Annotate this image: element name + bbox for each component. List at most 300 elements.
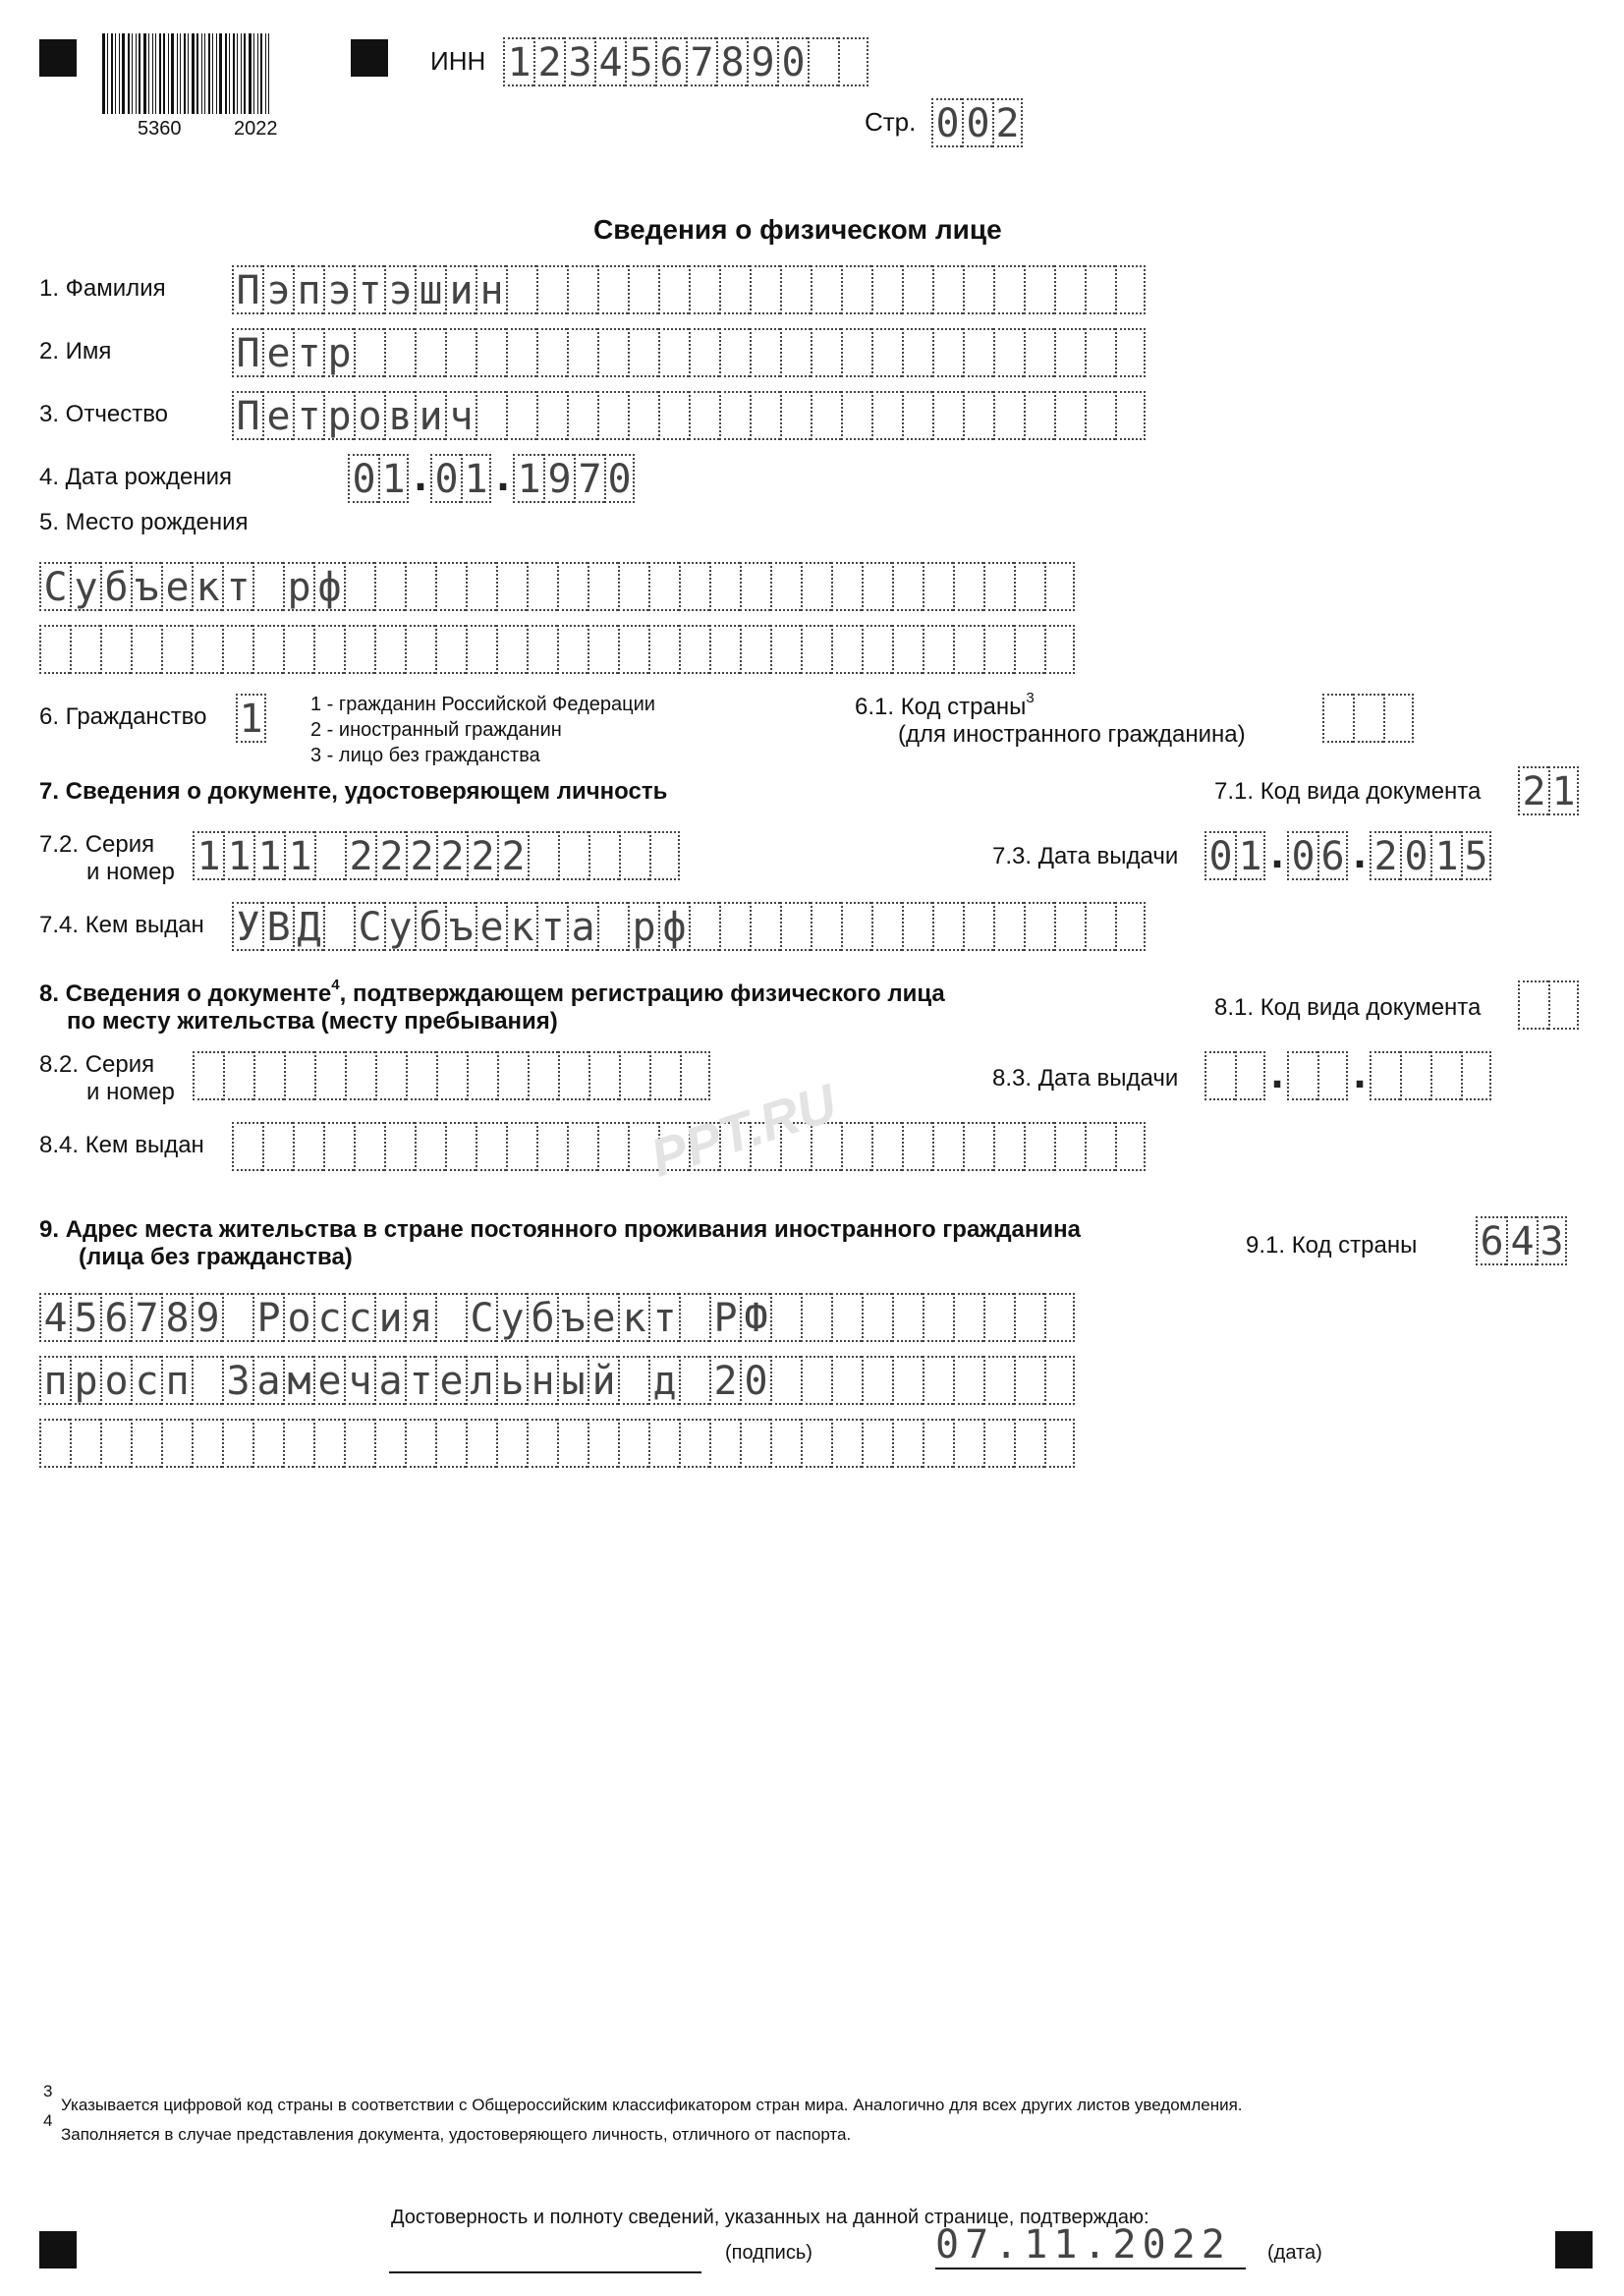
char-cell: к (192, 562, 222, 611)
char-cell (963, 265, 993, 314)
barcode-bar (152, 33, 153, 114)
char-cell (953, 1293, 983, 1342)
char-cell (932, 1122, 963, 1171)
char-cell (831, 1419, 862, 1468)
char-cell: 2 (467, 831, 497, 880)
date-separator: . (1348, 832, 1372, 877)
char-cell (496, 625, 527, 674)
char-cell (222, 625, 252, 674)
char-cell: л (466, 1356, 496, 1405)
page-label: Стр. (865, 107, 917, 137)
char-cell (902, 391, 932, 440)
char-cell: П (232, 265, 262, 314)
char-cell: 9 (543, 454, 574, 503)
char-cell (588, 1419, 618, 1468)
signature-line[interactable] (389, 2232, 701, 2273)
char-cell (993, 391, 1024, 440)
char-cell (597, 391, 628, 440)
char-cell (1014, 1293, 1044, 1342)
char-cell (953, 1419, 983, 1468)
char-cell (1014, 625, 1044, 674)
char-cell (161, 625, 192, 674)
char-cell (923, 1419, 953, 1468)
char-cell (192, 1356, 222, 1405)
char-cell (932, 902, 963, 951)
char-cell: 4 (39, 1293, 70, 1342)
id-series-field[interactable] (193, 831, 680, 880)
char-cell: 1 (236, 694, 266, 743)
char-cell (983, 1293, 1014, 1342)
char-cell (374, 1419, 405, 1468)
barcode-bar (188, 33, 189, 114)
char-cell: у (496, 1293, 527, 1342)
reg-issue-date-label: 8.3. Дата выдачи (992, 1065, 1179, 1092)
char-cell (193, 1051, 223, 1100)
char-cell: 2 (406, 831, 436, 880)
char-cell: т (293, 328, 323, 377)
char-cell (1085, 265, 1115, 314)
char-cell (801, 562, 831, 611)
char-cell (476, 1122, 506, 1171)
char-cell: 1 (461, 454, 491, 503)
char-cell (871, 1122, 902, 1171)
barcode-bar (208, 33, 210, 114)
date-separator: . (491, 455, 516, 500)
id-series-label-2: и номер (86, 859, 175, 885)
reg-doc-type-field[interactable] (1518, 980, 1579, 1030)
footnote-3-number: 3 (43, 2082, 53, 2100)
char-cell (445, 1122, 476, 1171)
watermark: PPT.RU (644, 1073, 844, 1189)
char-cell: 2 (1370, 831, 1400, 880)
char-cell (131, 625, 161, 674)
char-cell: 0 (430, 454, 461, 503)
char-cell (892, 625, 923, 674)
char-cell (1054, 265, 1085, 314)
id-issued-by-label: 7.4. Кем выдан (39, 912, 204, 938)
char-cell: 3 (564, 37, 594, 86)
char-cell (476, 328, 506, 377)
char-cell: Р (709, 1293, 740, 1342)
char-cell (923, 562, 953, 611)
date-part (513, 454, 635, 503)
patronymic-field[interactable] (232, 391, 1146, 440)
char-cell (506, 391, 536, 440)
char-cell (689, 902, 719, 951)
char-cell (1235, 1051, 1265, 1100)
char-cell: 1 (1430, 831, 1461, 880)
char-cell: т (293, 391, 323, 440)
char-cell (506, 265, 536, 314)
char-cell (567, 1122, 597, 1171)
char-cell: С (466, 1293, 496, 1342)
char-cell (406, 1051, 436, 1100)
char-cell (831, 562, 862, 611)
date-part (1370, 1051, 1491, 1100)
char-cell (222, 1419, 252, 1468)
char-cell (384, 1122, 415, 1171)
char-cell (558, 1051, 588, 1100)
citizenship-option-3: 3 - лицо без гражданства (310, 745, 540, 766)
barcode-bar (119, 33, 120, 114)
char-cell (628, 265, 658, 314)
char-cell (862, 1356, 892, 1405)
signature-date-value[interactable]: 07.11.2022 (935, 2222, 1231, 2268)
barcode-bar (155, 33, 156, 114)
birthplace-label: 5. Место рождения (39, 509, 249, 535)
char-cell (750, 902, 780, 951)
char-cell (831, 625, 862, 674)
barcode-bar (136, 33, 137, 114)
reg-issue-date-field[interactable] (1204, 1051, 1491, 1100)
citizenship-field[interactable] (236, 694, 266, 743)
char-cell: 2 (709, 1356, 740, 1405)
char-cell (567, 391, 597, 440)
surname-label: 1. Фамилия (39, 275, 166, 302)
char-cell (1054, 1122, 1085, 1171)
char-cell (719, 265, 750, 314)
char-cell (466, 1419, 496, 1468)
char-cell (811, 265, 841, 314)
char-cell: т (354, 265, 384, 314)
char-cell (344, 562, 374, 611)
char-cell (1370, 1051, 1400, 1100)
barcode-bar (253, 33, 254, 114)
barcode-bar (201, 33, 202, 114)
char-cell: п (39, 1356, 70, 1405)
char-cell: 0 (348, 454, 378, 503)
char-cell (709, 1419, 740, 1468)
barcode-bar (196, 33, 198, 114)
char-cell (750, 391, 780, 440)
char-cell (528, 831, 558, 880)
char-cell (1024, 1122, 1054, 1171)
char-cell (770, 1356, 801, 1405)
birthplace-field-line1[interactable] (39, 562, 1075, 611)
corner-marker-bottom-right (1555, 2231, 1593, 2268)
char-cell (679, 562, 709, 611)
char-cell (1024, 328, 1054, 377)
char-cell (932, 328, 963, 377)
address-line2-field[interactable] (39, 1356, 1075, 1405)
char-cell (39, 625, 70, 674)
char-cell (527, 625, 557, 674)
char-cell (841, 1122, 871, 1171)
char-cell (435, 562, 466, 611)
char-cell (588, 1051, 619, 1100)
char-cell (435, 625, 466, 674)
corner-marker-bottom-left (39, 2231, 77, 2268)
char-cell (719, 391, 750, 440)
char-cell (192, 625, 222, 674)
char-cell: 0 (1204, 831, 1235, 880)
corner-marker-top-right (351, 39, 388, 77)
char-cell: э (262, 265, 293, 314)
id-doc-heading: 7. Сведения о документе, удостоверяющем личность (39, 778, 668, 805)
char-cell (770, 562, 801, 611)
char-cell: С (39, 562, 70, 611)
char-cell: р (70, 1356, 100, 1405)
char-cell (871, 902, 902, 951)
char-cell (628, 328, 658, 377)
char-cell (588, 562, 618, 611)
char-cell (680, 1051, 710, 1100)
char-cell: 6 (655, 37, 686, 86)
char-cell: ы (557, 1356, 588, 1405)
barcode-number-right: 2022 (234, 118, 278, 140)
char-cell (405, 562, 435, 611)
char-cell: Р (252, 1293, 283, 1342)
char-cell (374, 562, 405, 611)
char-cell (862, 625, 892, 674)
name-label: 2. Имя (39, 338, 112, 364)
char-cell (1054, 391, 1085, 440)
char-cell (435, 1419, 466, 1468)
char-cell (435, 1293, 466, 1342)
char-cell: т (536, 902, 567, 951)
barcode-bar (168, 33, 169, 114)
char-cell (831, 1356, 862, 1405)
char-cell (953, 562, 983, 611)
date-part (348, 454, 409, 503)
char-cell (39, 1419, 70, 1468)
char-cell (161, 1419, 192, 1468)
barcode-bar (139, 33, 140, 114)
char-cell (679, 1419, 709, 1468)
char-cell (345, 1051, 375, 1100)
surname-field[interactable] (232, 265, 1146, 314)
char-cell (588, 831, 619, 880)
char-cell (597, 1122, 628, 1171)
char-cell: ъ (557, 1293, 588, 1342)
char-cell (232, 1122, 262, 1171)
char-cell (983, 1419, 1014, 1468)
country-code-field[interactable] (1322, 694, 1414, 743)
char-cell (658, 265, 689, 314)
char-cell: 0 (604, 454, 635, 503)
char-cell: р (323, 328, 354, 377)
char-cell (536, 265, 567, 314)
char-cell: 5 (625, 37, 655, 86)
char-cell: ф (658, 902, 689, 951)
char-cell: 1 (284, 831, 314, 880)
char-cell (862, 1293, 892, 1342)
char-cell: 1 (1548, 766, 1579, 815)
char-cell (323, 1122, 354, 1171)
char-cell: 0 (777, 37, 808, 86)
char-cell (415, 328, 445, 377)
reg-series-label-1: 8.2. Серия (39, 1051, 155, 1078)
char-cell (252, 625, 283, 674)
char-cell (719, 902, 750, 951)
char-cell (1518, 980, 1548, 1030)
char-cell (811, 902, 841, 951)
char-cell: 2 (497, 831, 528, 880)
char-cell (1024, 902, 1054, 951)
char-cell: о (283, 1293, 313, 1342)
char-cell (801, 1356, 831, 1405)
id-doc-type-field[interactable] (1518, 766, 1579, 815)
barcode-bar (107, 33, 108, 114)
char-cell (983, 562, 1014, 611)
char-cell (780, 265, 811, 314)
char-cell: 0 (962, 98, 992, 147)
char-cell (932, 391, 963, 440)
char-cell (892, 1356, 923, 1405)
birthplace-field-line2[interactable] (39, 625, 1075, 674)
citizenship-label: 6. Гражданство (39, 703, 207, 730)
birthdate-field[interactable] (348, 454, 635, 503)
id-issued-by-field[interactable] (232, 902, 1146, 951)
char-cell: 7 (574, 454, 604, 503)
char-cell (780, 902, 811, 951)
char-cell (963, 328, 993, 377)
barcode-bar (257, 33, 258, 114)
char-cell (983, 1356, 1014, 1405)
address-line3-field[interactable] (39, 1419, 1075, 1468)
page-number-field[interactable] (931, 98, 1023, 147)
char-cell: р (283, 562, 313, 611)
char-cell: е (313, 1356, 344, 1405)
footnote-4-number: 4 (43, 2111, 53, 2130)
address-line1-field[interactable] (39, 1293, 1075, 1342)
char-cell (405, 1419, 435, 1468)
char-cell (618, 562, 648, 611)
barcode-bar (132, 33, 133, 114)
footnote-4-text: Заполняется в случае представления документа, удостоверяющего личность, отличного от паспорта. (61, 2125, 852, 2144)
char-cell (811, 391, 841, 440)
country-code-note: (для иностранного гражданина) (898, 721, 1246, 748)
page-title: Сведения о физическом лице (593, 214, 1002, 245)
char-cell (658, 328, 689, 377)
char-cell: с (131, 1356, 161, 1405)
char-cell (1287, 1051, 1317, 1100)
inn-label: ИНН (430, 46, 486, 76)
char-cell (658, 391, 689, 440)
char-cell (649, 831, 680, 880)
reg-doc-heading-2: по месту жительства (месту пребывания) (67, 1008, 558, 1035)
char-cell (405, 625, 435, 674)
char-cell: 0 (1400, 831, 1430, 880)
date-part (1204, 831, 1265, 880)
date-part (1287, 831, 1348, 880)
char-cell (557, 562, 588, 611)
barcode-bar (122, 33, 125, 114)
char-cell (801, 625, 831, 674)
char-cell: у (384, 902, 415, 951)
id-issue-date-field[interactable] (1204, 831, 1491, 880)
char-cell (1204, 1051, 1235, 1100)
char-cell (558, 831, 588, 880)
barcode-bar (111, 33, 113, 114)
char-cell (1044, 1356, 1075, 1405)
char-cell (838, 37, 868, 86)
char-cell (740, 625, 770, 674)
char-cell: н (527, 1356, 557, 1405)
char-cell: р (628, 902, 658, 951)
char-cell: 6 (1317, 831, 1348, 880)
char-cell: 4 (594, 37, 625, 86)
char-cell: 2 (533, 37, 564, 86)
char-cell (344, 625, 374, 674)
reg-series-field[interactable] (193, 1051, 710, 1100)
char-cell (506, 1122, 536, 1171)
char-cell: 5 (1461, 831, 1491, 880)
char-cell (619, 1051, 649, 1100)
char-cell (963, 902, 993, 951)
char-cell (902, 902, 932, 951)
char-cell: 2 (375, 831, 406, 880)
name-field[interactable] (232, 328, 1146, 377)
char-cell (679, 1356, 709, 1405)
id-issue-date-label: 7.3. Дата выдачи (992, 843, 1179, 869)
char-cell (1085, 328, 1115, 377)
char-cell: 0 (931, 98, 962, 147)
char-cell (770, 625, 801, 674)
country-code-label (855, 690, 1035, 724)
char-cell (1322, 694, 1353, 743)
char-cell (841, 391, 871, 440)
char-cell: ъ (131, 562, 161, 611)
char-cell (384, 328, 415, 377)
inn-field[interactable] (503, 37, 868, 86)
char-cell (1014, 1356, 1044, 1405)
id-series-label-1: 7.2. Серия (39, 831, 155, 858)
char-cell (649, 1051, 680, 1100)
char-cell (1115, 1122, 1146, 1171)
char-cell: п (161, 1356, 192, 1405)
reg-issued-by-label: 8.4. Кем выдан (39, 1132, 204, 1158)
char-cell (709, 625, 740, 674)
char-cell (871, 265, 902, 314)
footnote-ref-3: 3 (1026, 690, 1035, 706)
char-cell (902, 265, 932, 314)
address-heading-2: (лица без гражданства) (79, 1244, 353, 1270)
char-cell: э (323, 265, 354, 314)
char-cell (750, 265, 780, 314)
char-cell: н (476, 265, 506, 314)
citizenship-option-1: 1 - гражданин Российской Федерации (310, 694, 655, 715)
char-cell (841, 902, 871, 951)
char-cell: П (232, 328, 262, 377)
char-cell: у (70, 562, 100, 611)
char-cell: т (648, 1293, 679, 1342)
char-cell (1353, 694, 1383, 743)
barcode-bar (233, 33, 235, 114)
barcode-bar (180, 33, 181, 114)
char-cell (923, 1293, 953, 1342)
char-cell (536, 391, 567, 440)
char-cell (354, 1122, 384, 1171)
char-cell: и (415, 391, 445, 440)
char-cell (466, 562, 496, 611)
barcode (102, 33, 287, 114)
char-cell (496, 562, 527, 611)
char-cell (100, 625, 131, 674)
char-cell (496, 1419, 527, 1468)
char-cell: 9 (192, 1293, 222, 1342)
char-cell: 1 (1235, 831, 1265, 880)
char-cell (618, 1356, 648, 1405)
char-cell (506, 328, 536, 377)
char-cell (1054, 328, 1085, 377)
barcode-bar (171, 33, 174, 114)
barcode-bar (148, 33, 149, 114)
address-country-field[interactable] (1476, 1216, 1567, 1265)
char-cell (679, 625, 709, 674)
char-cell (262, 1122, 293, 1171)
date-part (1204, 1051, 1265, 1100)
